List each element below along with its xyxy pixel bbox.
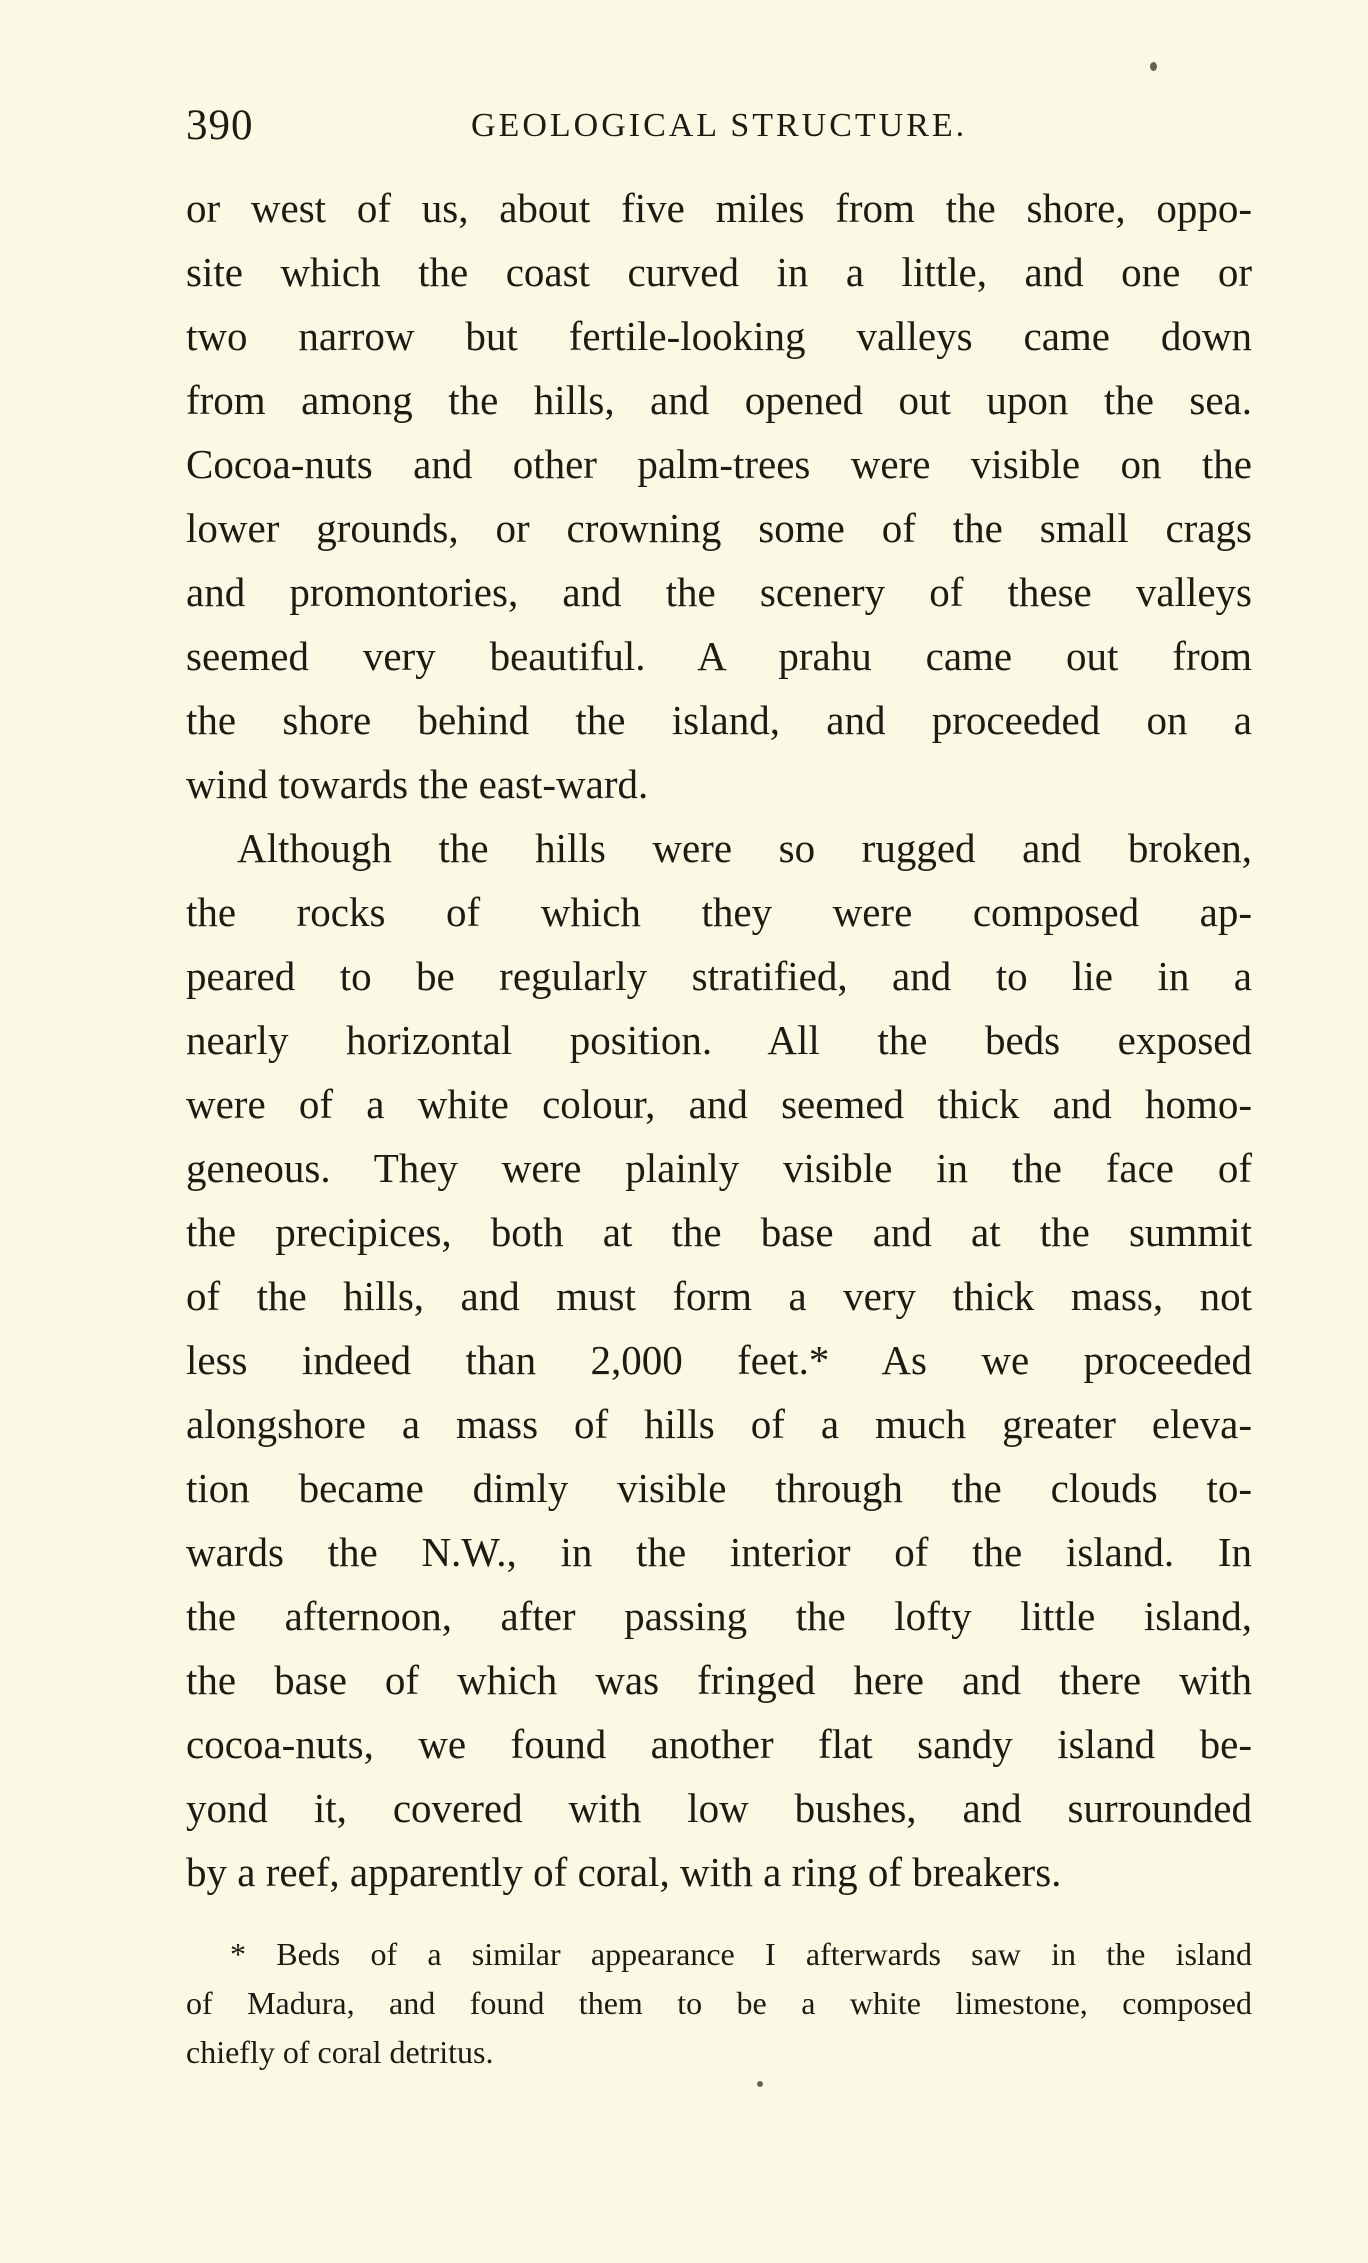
text-line: yond it, covered with low bushes, and surrounded <box>186 1785 1252 1831</box>
text-line: less indeed than 2,000 feet.* As we proceeded <box>186 1337 1252 1383</box>
body-text <box>186 176 1252 1904</box>
footnote-line: * Beds of a similar appearance I afterwards saw in the island <box>230 1936 1252 1972</box>
text-line: lower grounds, or crowning some of the small crags <box>186 505 1252 551</box>
text-line: the shore behind the island, and proceeded on a <box>186 697 1252 743</box>
text-line: from among the hills, and opened out upon the sea. <box>186 377 1252 423</box>
footnote <box>186 1930 1252 2077</box>
text-line: the afternoon, after passing the lofty little island, <box>186 1593 1252 1639</box>
text-line: the rocks of which they were composed ap- <box>186 889 1252 935</box>
footnote-line: chiefly of coral detritus. <box>186 2034 494 2070</box>
text-line: of the hills, and must form a very thick mass, not <box>186 1273 1252 1319</box>
text-line: Although the hills were so rugged and broken, <box>237 825 1252 871</box>
text-line: nearly horizontal position. All the beds exposed <box>186 1017 1252 1063</box>
text-line: wards the N.W., in the interior of the island. In <box>186 1529 1252 1575</box>
text-line: wind towards the east-ward. <box>186 761 649 807</box>
text-line: the base of which was fringed here and there with <box>186 1657 1252 1703</box>
page-number: 390 <box>186 102 254 149</box>
text-line: peared to be regularly stratified, and to lie in a <box>186 953 1252 999</box>
text-line: alongshore a mass of hills of a much greater eleva- <box>186 1401 1252 1447</box>
text-line: by a reef, apparently of coral, with a ring of breakers. <box>186 1849 1062 1895</box>
paper-speck <box>757 2081 763 2087</box>
text-line: seemed very beautiful. A prahu came out from <box>186 633 1252 679</box>
text-line: and promontories, and the scenery of these valleys <box>186 569 1252 615</box>
paragraph-2 <box>186 816 1252 1904</box>
text-line: the precipices, both at the base and at the summit <box>186 1209 1252 1255</box>
text-line: two narrow but fertile-looking valleys came down <box>186 313 1252 359</box>
text-line: site which the coast curved in a little, and one or <box>186 249 1252 295</box>
text-line: geneous. They were plainly visible in the face of <box>186 1145 1252 1191</box>
text-line: were of a white colour, and seemed thick and homo- <box>186 1081 1252 1127</box>
text-line: tion became dimly visible through the clouds to- <box>186 1465 1252 1511</box>
paper-speck <box>1150 62 1157 71</box>
text-line: or west of us, about five miles from the shore, oppo- <box>186 185 1252 231</box>
paragraph-1 <box>186 176 1252 816</box>
footnote-line: of Madura, and found them to be a white limestone, composed <box>186 1985 1252 2021</box>
text-line: Cocoa-nuts and other palm-trees were visible on the <box>186 441 1252 487</box>
running-title: GEOLOGICAL STRUCTURE. <box>471 107 968 144</box>
text-line: cocoa-nuts, we found another flat sandy island be- <box>186 1721 1252 1767</box>
running-head <box>186 96 1246 156</box>
